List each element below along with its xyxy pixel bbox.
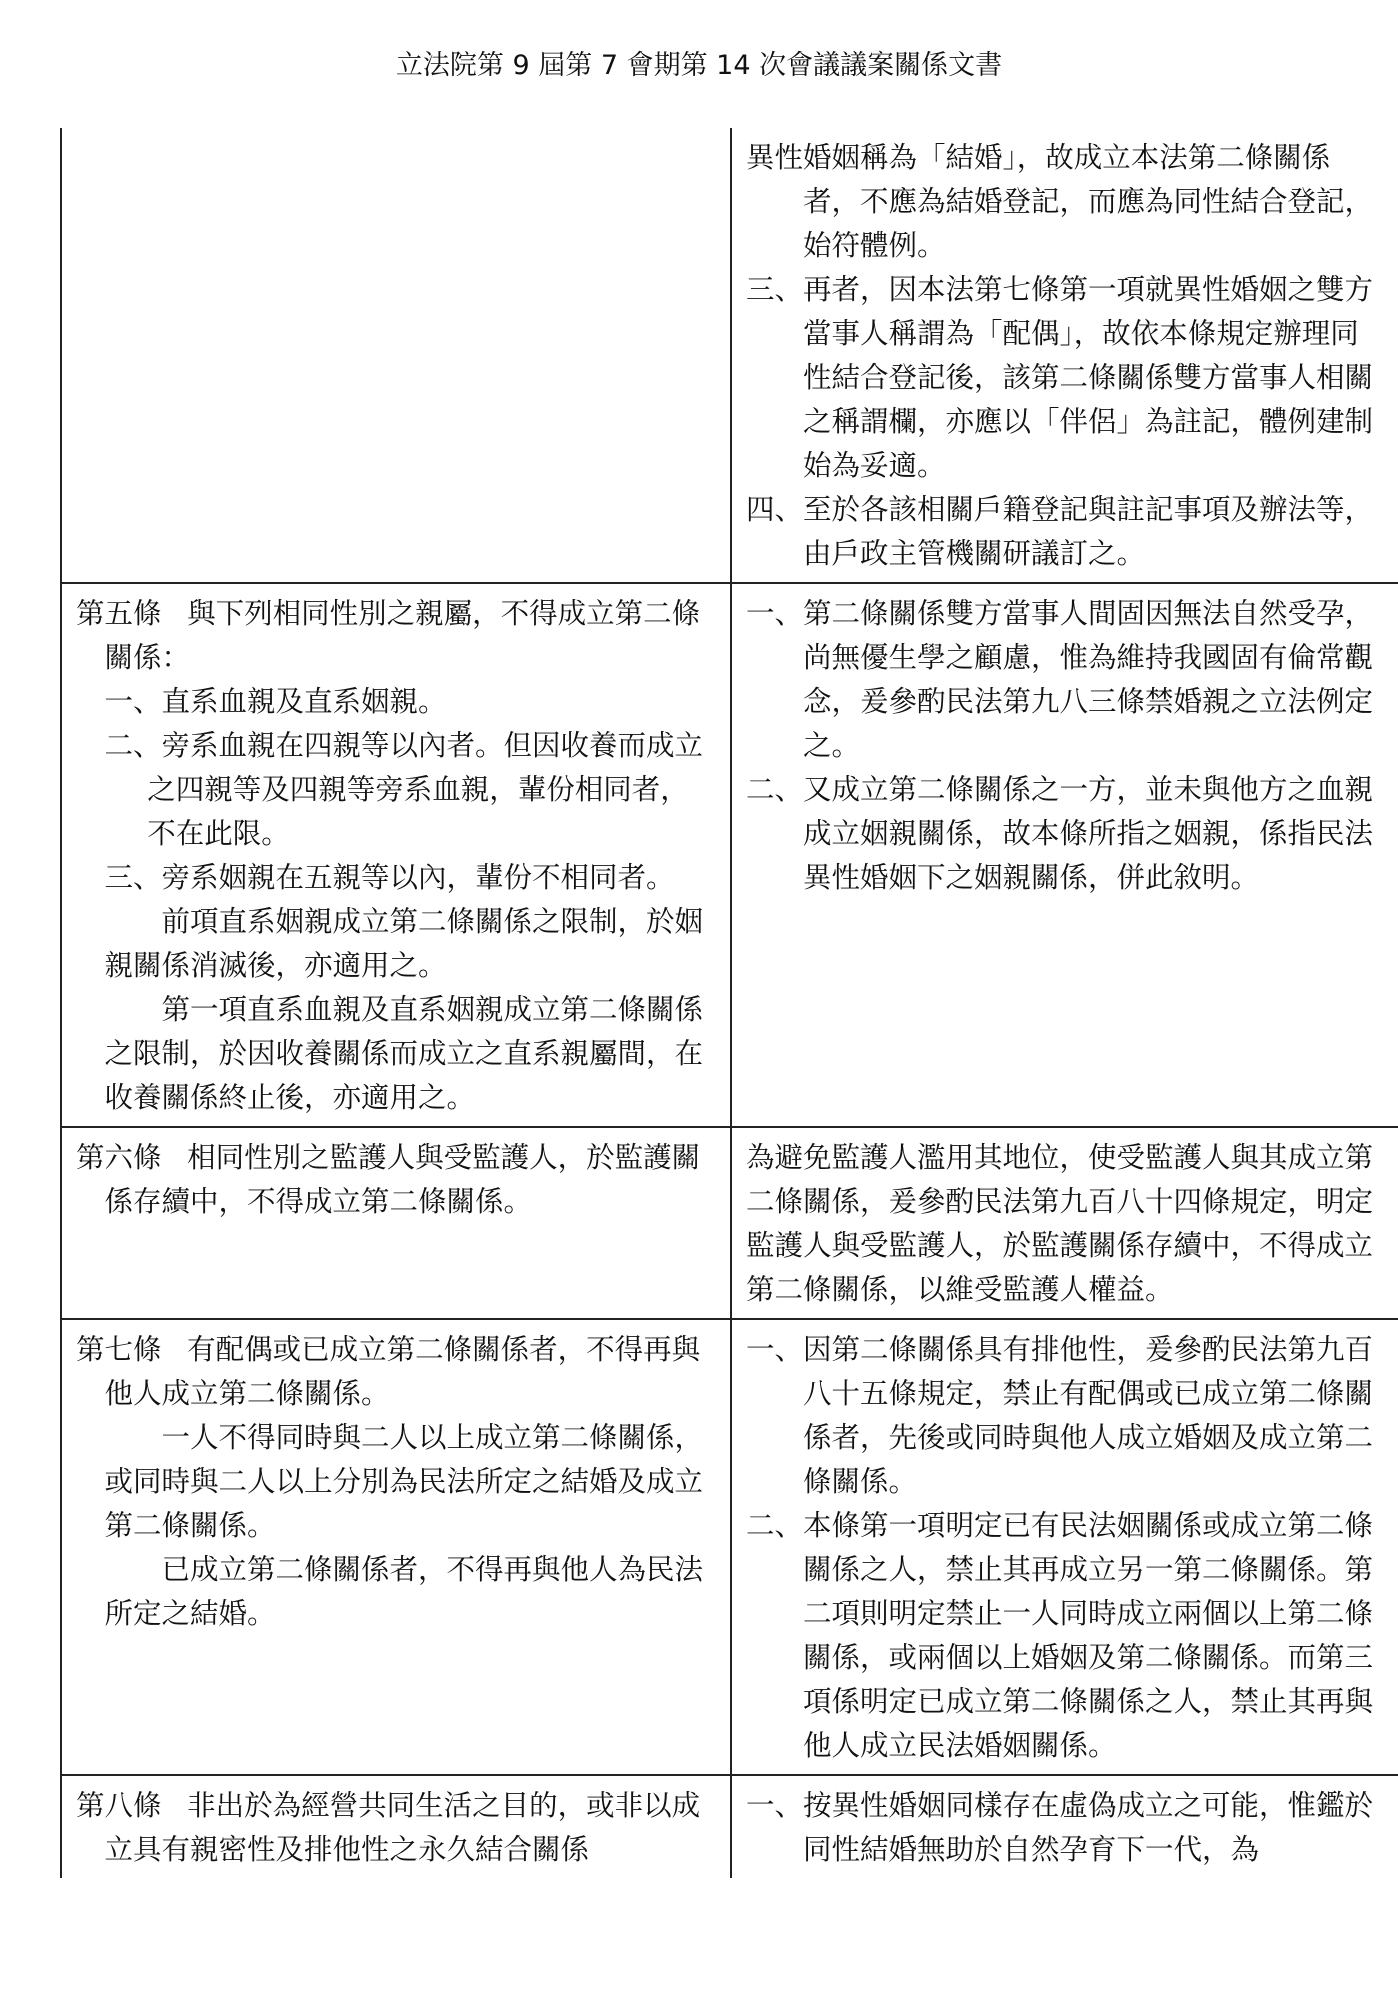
explanation-number: 二、 (746, 773, 804, 806)
article-paragraph: 已成立第二條關係者，不得再與他人為民法所定之結婚。 (104, 1553, 704, 1630)
article-body: 有配偶或已成立第二條關係者，不得再與他人成立第二條關係。 (104, 1333, 701, 1410)
explanation-item (746, 488, 1386, 576)
article-row (61, 1775, 1398, 1878)
article-row (61, 1319, 1398, 1775)
explanation-item (746, 268, 1386, 488)
explanation-number: 四、 (746, 493, 804, 526)
article-number: 第八條 (76, 1789, 162, 1822)
explanation-number: 一、 (746, 1333, 804, 1366)
explanation-cell (731, 128, 1398, 583)
explanation-text: 按異性婚姻同樣存在虛偽成立之可能，惟鑑於同性結婚無助於自然孕育下一代，為 (803, 1789, 1374, 1866)
article-number: 第五條 (76, 597, 162, 630)
bill-comparison-table (60, 128, 1398, 1878)
explanation-text: 為避免監護人濫用其地位，使受監護人與其成立第二條關係，爰參酌民法第九百八十四條規定，明定監護人與受監護人，於監護關係存續中，不得成立第二條關係，以維受監護人權益。 (746, 1141, 1374, 1306)
article-number: 第六條 (76, 1141, 162, 1174)
article-text-cell (61, 1127, 731, 1319)
article-number: 第七條 (76, 1333, 162, 1366)
explanation-item (746, 1328, 1386, 1504)
explanation-item (746, 1136, 1386, 1312)
article-heading (76, 1784, 716, 1872)
article-paragraph: 前項直系姻親成立第二條關係之限制，於姻親關係消滅後，亦適用之。 (104, 905, 704, 982)
article-body: 與下列相同性別之親屬，不得成立第二條關係： (104, 597, 701, 674)
explanation-text: 再者，因本法第七條第一項就異性婚姻之雙方當事人稱謂為「配偶」，故依本條規定辦理同性結合登記後，該第二條關係雙方當事人相關之稱謂欄，亦應以「伴侶」為註記，體例建制始為妥適。 (803, 273, 1374, 482)
explanation-number: 二、 (746, 1509, 804, 1542)
explanation-text: 至於各該相關戶籍登記與註記事項及辦法等，由戶政主管機關研議訂之。 (803, 493, 1374, 570)
article-clause: 一、直系血親及直系姻親。 (104, 685, 447, 718)
article-text-cell (61, 128, 731, 583)
explanation-cell (731, 1775, 1398, 1878)
article-text-cell (61, 1775, 731, 1878)
explanation-item (746, 592, 1386, 768)
article-paragraph: 一人不得同時與二人以上成立第二條關係，或同時與二人以上分別為民法所定之結婚及成立第二條關係。 (104, 1421, 704, 1542)
explanation-text: 因第二條關係具有排他性，爰參酌民法第九百八十五條規定，禁止有配偶或已成立第二條關係者，先後或同時與他人成立婚姻及成立第二條關係。 (803, 1333, 1374, 1498)
explanation-text: 又成立第二條關係之一方，並未與他方之血親成立姻親關係，故本條所指之姻親，係指民法異性婚姻下之姻親關係，併此敘明。 (803, 773, 1374, 894)
explanation-item (746, 136, 1386, 268)
article-body: 相同性別之監護人與受監護人，於監護關係存續中，不得成立第二條關係。 (104, 1141, 701, 1218)
explanation-text: 第二條關係雙方當事人間固因無法自然受孕，尚無優生學之顧慮，惟為維持我國固有倫常觀念，爰參酌民法第九八三條禁婚親之立法例定之。 (803, 597, 1374, 762)
article-heading (76, 1328, 716, 1416)
explanation-item (746, 768, 1386, 900)
article-body: 非出於為經營共同生活之目的，或非以成立具有親密性及排他性之永久結合關係 (104, 1789, 701, 1866)
explanation-cell (731, 583, 1398, 1127)
explanation-text: 本條第一項明定已有民法姻關係或成立第二條關係之人，禁止其再成立另一第二條關係。第二項則明定禁止一人同時成立兩個以上第二條關係，或兩個以上婚姻及第二條關係。而第三項係明定已成立第二條關係之人，禁止其再與他人成立民法婚姻關係。 (803, 1509, 1374, 1762)
article-text-cell (61, 1319, 731, 1775)
explanation-number: 一、 (746, 597, 804, 630)
article-row (61, 128, 1398, 583)
explanation-text: 異性婚姻稱為「結婚」，故成立本法第二條關係者，不應為結婚登記，而應為同性結合登記，始符體例。 (746, 141, 1374, 262)
explanation-cell (731, 1319, 1398, 1775)
article-heading (76, 592, 716, 680)
article-heading (76, 1136, 716, 1224)
article-text-cell (61, 583, 731, 1127)
explanation-item (746, 1504, 1386, 1768)
explanation-item (746, 1784, 1386, 1872)
article-row (61, 1127, 1398, 1319)
explanation-number: 一、 (746, 1789, 804, 1822)
article-paragraph: 第一項直系血親及直系姻親成立第二條關係之限制，於因收養關係而成立之直系親屬間，在收養關係終止後，亦適用之。 (104, 993, 704, 1114)
article-row (61, 583, 1398, 1127)
explanation-cell (731, 1127, 1398, 1319)
explanation-number: 三、 (746, 273, 804, 306)
document-header: 立法院第 9 屆第 7 會期第 14 次會議議案關係文書 (395, 50, 1003, 81)
article-clause: 二、旁系血親在四親等以內者。但因收養而成立之四親等及四親等旁系血親，輩份相同者，不在此限。 (104, 729, 704, 850)
article-clause: 三、旁系姻親在五親等以內，輩份不相同者。 (104, 861, 675, 894)
